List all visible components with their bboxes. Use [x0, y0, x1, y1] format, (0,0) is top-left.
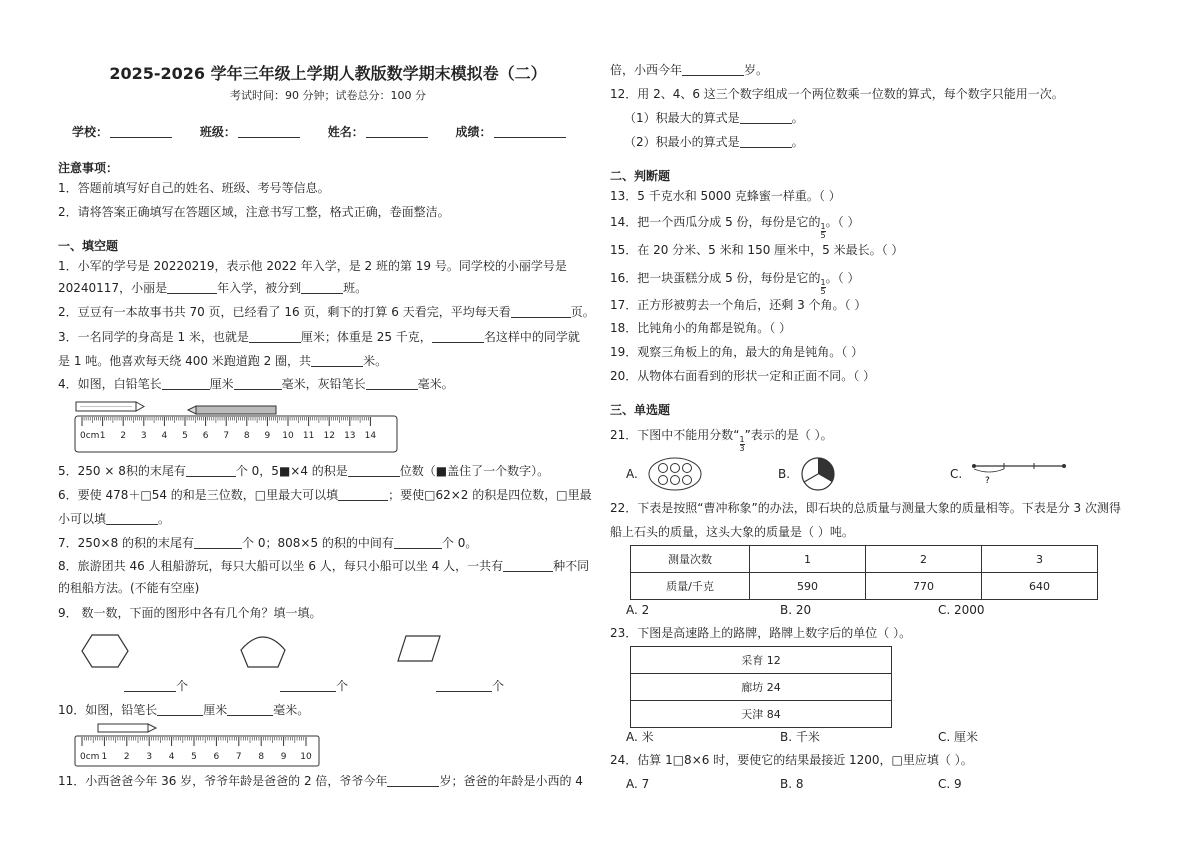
class-blank[interactable] — [238, 125, 300, 138]
q10-blank-1[interactable] — [157, 703, 203, 716]
ruler-1-label: 0cm — [80, 431, 100, 441]
q12-blank-1[interactable] — [740, 111, 792, 124]
q19: 19．观察三角板上的角，最大的角是钝角。（ ） — [610, 345, 864, 359]
ruler-1-label: 13 — [344, 431, 356, 441]
q1-line2: 20240117，小丽是 年入学，被分到 班。 — [58, 281, 368, 295]
q11: 11．小西爸爸今年 36 岁，爷爷年龄是爸爸的 2 倍，爷爷今年 岁；爸爸的年龄是小西的 4 — [58, 774, 583, 788]
q6-blank-1[interactable] — [338, 488, 388, 501]
name-label: 姓名： — [327, 125, 364, 139]
q16: 16．把一块蛋糕分成 5 份，每份是它的 $\frac{1}{5}$ 。（ ） — [610, 271, 860, 296]
class-label: 班级： — [199, 125, 236, 139]
table-cell: 3 — [982, 546, 1098, 573]
ruler-1-label: 7 — [223, 431, 230, 441]
q2: 2．豆豆有一本故事书共 70 页，已经看了 16 页，剩下的打算 6 天看完，平均每天看 页。 — [58, 305, 595, 319]
section-choice: 三、单选题 — [610, 403, 671, 417]
pie-figure — [800, 456, 840, 492]
ruler-1-label: 12 — [323, 431, 335, 441]
q20: 20．从物体右面看到的形状一定和正面不同。（ ） — [610, 369, 876, 383]
q2-blank[interactable] — [511, 305, 571, 318]
fraction-one-third: $\frac{1}{3}$ — [739, 435, 745, 453]
ruler-2-label: 3 — [146, 752, 153, 762]
parallelogram-shape — [396, 634, 442, 664]
ruler-with-pencils — [74, 400, 400, 454]
q24-option-b[interactable]: B. 8 — [780, 777, 804, 791]
q7: 7．250×8 的积的末尾有 个 0；808×5 的积的中间有 个 0。 — [58, 536, 478, 550]
q24-option-a[interactable]: A. 7 — [626, 777, 650, 791]
score-label: 成绩： — [455, 125, 492, 139]
ruler-2-label: 7 — [235, 752, 242, 762]
q4-blank-2[interactable] — [234, 377, 282, 390]
elephant-weight-table — [630, 545, 1098, 600]
name-blank[interactable] — [366, 125, 428, 138]
ruler-1-label: 1 — [99, 431, 106, 441]
number-line-question-mark: ? — [985, 476, 990, 486]
pencil — [98, 724, 156, 732]
ruler-2-label: 6 — [213, 752, 220, 762]
q5-blank-2[interactable] — [348, 464, 400, 477]
q8-blank[interactable] — [503, 559, 553, 572]
table-cell: 770 — [866, 573, 982, 600]
table-cell: 640 — [982, 573, 1098, 600]
q22-option-a[interactable]: A. 2 — [626, 603, 650, 617]
ruler-1-label: 9 — [264, 431, 271, 441]
ruler-1-label: 2 — [120, 431, 127, 441]
hexagon-shape — [80, 632, 130, 670]
q9: 9． 数一数，下面的图形中各有几个角？填一填。 — [58, 606, 322, 620]
q23-option-a[interactable]: A. 米 — [626, 730, 654, 744]
ruler-1-label: 10 — [282, 431, 294, 441]
table-cell: 1 — [750, 546, 866, 573]
q3-blank-m[interactable] — [311, 354, 363, 367]
table-cell: 2 — [866, 546, 982, 573]
q3-line1: 3．一名同学的身高是 1 米，也就是 厘米；体重是 25 千克， 名这样中的同学就 — [58, 330, 580, 344]
table-row — [631, 546, 1098, 573]
q3-blank-count[interactable] — [432, 330, 484, 343]
ruler-1-label: 11 — [302, 431, 315, 441]
q11-continued: 倍，小西今年 岁。 — [610, 63, 769, 77]
note-2: 2．请将答案正确填写在答题区域，注意书写工整，格式正确，卷面整洁。 — [58, 205, 450, 219]
table-row — [631, 701, 892, 728]
page-title: 2025-2026 学年三年级上学期人教版数学期末模拟卷（二） — [109, 64, 547, 83]
q15: 15．在 20 分米、5 米和 150 厘米中，5 米最长。（ ） — [610, 243, 904, 257]
q22-option-c[interactable]: C. 2000 — [938, 603, 985, 617]
q23: 23．下图是高速路上的路牌，路牌上数字后的单位（ ）。 — [610, 626, 912, 640]
white-pencil — [76, 402, 144, 411]
q10: 10．如图，铅笔长 厘米 毫米。 — [58, 703, 310, 717]
q21-option-b-label[interactable]: B. — [778, 467, 791, 481]
ruler-2-label: 0cm — [80, 752, 100, 762]
q10-blank-2[interactable] — [227, 703, 273, 716]
ruler-2-label: 4 — [168, 752, 175, 762]
q1-line1: 1．小军的学号是 20220219，表示他 2022 年入学，是 2 班的第 19 号。同学校的小丽学号是 — [58, 259, 567, 273]
ruler-2-label: 9 — [280, 752, 287, 762]
gray-pencil — [188, 406, 276, 414]
table-row — [631, 647, 892, 674]
q8-line2: 的租船方法。(不能有空座) — [58, 581, 200, 595]
sign-row: 廊坊 24 — [631, 674, 892, 701]
sign-row: 采育 12 — [631, 647, 892, 674]
q4-blank-3[interactable] — [366, 377, 418, 390]
ruler-1-label: 14 — [364, 431, 377, 441]
table-cell: 测量次数 — [631, 546, 750, 573]
ruler-2-label: 1 — [101, 752, 108, 762]
q5: 5．250 × 8积的末尾有 个 0，5■×4 的积是 位数（■盖住了一个数字）。 — [58, 464, 550, 478]
score-blank[interactable] — [494, 125, 566, 138]
ruler-1-label: 4 — [161, 431, 168, 441]
table-cell: 590 — [750, 573, 866, 600]
ruler-1-label: 6 — [202, 431, 209, 441]
q9-blank-1[interactable] — [124, 679, 176, 692]
oval-with-circles-figure — [648, 456, 702, 492]
q3-line2: 是 1 吨。他喜欢每天绕 400 米跑道跑 2 圈，共 米。 — [58, 354, 388, 368]
q21-option-c-label[interactable]: C. — [950, 467, 963, 481]
q18: 18．比钝角小的角都是锐角。（ ） — [610, 321, 792, 335]
sign-row: 天津 84 — [631, 701, 892, 728]
q6-line1: 6．要使 478＋□54 的和是三位数，□里最大可以填 ；要使□62×2 的积是四位数，□里最 — [58, 488, 592, 502]
school-blank[interactable] — [110, 125, 172, 138]
ruler-1-label: 8 — [243, 431, 250, 441]
fraction-one-fifth: $\frac{1}{5}$ — [820, 278, 826, 296]
q21-option-a-label[interactable]: A. — [626, 467, 638, 481]
fraction-one-fifth: $\frac{1}{5}$ — [820, 222, 826, 240]
q11-blank-1[interactable] — [387, 774, 439, 787]
q9-answer-2: 个 — [280, 678, 348, 694]
ruler-2-label: 10 — [300, 752, 312, 762]
number-line-figure — [970, 458, 1066, 486]
q9-answer-3: 个 — [436, 678, 504, 694]
q6-blank-2[interactable] — [106, 512, 158, 525]
ruler-2-label: 5 — [191, 752, 197, 762]
q17: 17．正方形被剪去一个角后，还剩 3 个角。（ ） — [610, 298, 867, 312]
q6-line2: 小可以填 。 — [58, 512, 171, 526]
page-subtitle: 考试时间：90 分钟；试卷总分：100 分 — [230, 89, 426, 102]
q12: 12．用 2、4、6 这三个数字组成一个两位数乘一位数的算式，每个数字只能用一次。 — [610, 87, 1064, 101]
q7-blank-2[interactable] — [394, 536, 442, 549]
q8-line1: 8．旅游团共 46 人租船游玩，每只大船可以坐 6 人，每只小船可以坐 4 人，一共有 种不同 — [58, 559, 590, 573]
q24-option-c[interactable]: C. 9 — [938, 777, 962, 791]
section-fill: 一、填空题 — [58, 239, 119, 253]
q4: 4．如图，白铅笔长 厘米 毫米，灰铅笔长 毫米。 — [58, 377, 454, 391]
notes-heading: 注意事项： — [58, 161, 119, 175]
highway-sign — [630, 646, 892, 728]
section-judge: 二、判断题 — [610, 169, 671, 183]
q22-line1: 22．下表是按照“曹冲称象”的办法，即石块的总质量与测量大象的质量相等。下表是分 3 次测得 — [610, 501, 1121, 515]
q23-option-b[interactable]: B. 千米 — [780, 730, 820, 744]
ruler-2-label: 8 — [258, 752, 265, 762]
q24: 24．估算 1□8×6 时，要使它的结果最接近 1200，□里应填（ ）。 — [610, 753, 973, 767]
q1-blank-class[interactable] — [301, 281, 343, 294]
info-row — [58, 124, 576, 140]
q22-option-b[interactable]: B. 20 — [780, 603, 812, 617]
q11-blank-2[interactable] — [682, 63, 744, 76]
school-label: 学校： — [72, 125, 109, 139]
table-row — [631, 573, 1098, 600]
q12-part1: （1）积最大的算式是 。 — [624, 111, 804, 125]
q12-blank-2[interactable] — [740, 135, 792, 148]
arched-pentagon-shape — [238, 630, 288, 670]
q1-blank-year[interactable] — [167, 281, 217, 294]
q5-blank-1[interactable] — [186, 464, 236, 477]
ruler-1-label: 3 — [140, 431, 147, 441]
q9-answer-1: 个 — [124, 678, 188, 694]
q7-blank-1[interactable] — [194, 536, 242, 549]
q4-blank-1[interactable] — [162, 377, 210, 390]
q13: 13．5 千克水和 5000 克蜂蜜一样重。（ ） — [610, 189, 841, 203]
table-cell: 质量/千克 — [631, 573, 750, 600]
q22-line2: 船上石头的质量，这头大象的质量是（ ）吨。 — [610, 525, 854, 539]
ruler-1-label: 5 — [182, 431, 188, 441]
q12-part2: （2）积最小的算式是 。 — [624, 135, 804, 149]
q9-blank-2[interactable] — [280, 679, 336, 692]
q9-blank-3[interactable] — [436, 679, 492, 692]
q3-blank-cm[interactable] — [249, 330, 301, 343]
ruler-2-label: 2 — [123, 752, 130, 762]
q21: 21．下图中不能用分数“ $\frac{1}{3}$ ”表示的是（ ）。 — [610, 428, 833, 453]
note-1: 1．答题前填写好自己的姓名、班级、考号等信息。 — [58, 181, 330, 195]
ruler-with-pencil — [74, 720, 322, 768]
q14: 14．把一个西瓜分成 5 份，每份是它的 $\frac{1}{5}$ 。（ ） — [610, 215, 860, 240]
table-row — [631, 674, 892, 701]
q23-option-c[interactable]: C. 厘米 — [938, 730, 979, 744]
